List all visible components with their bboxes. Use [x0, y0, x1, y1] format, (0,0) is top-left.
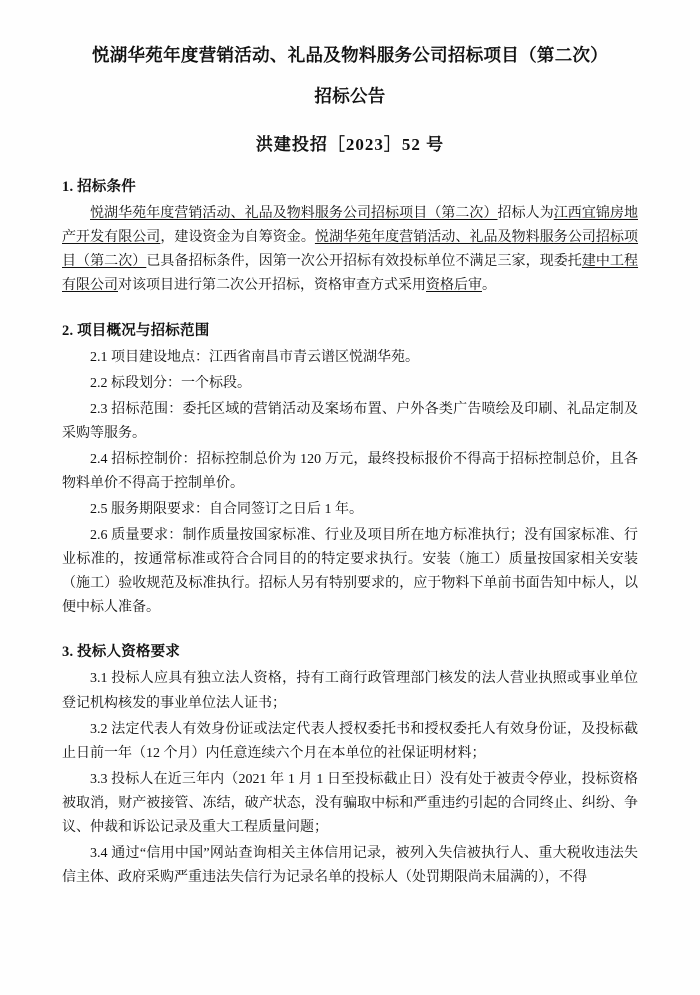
paragraph-run: 已具备招标条件，因第一次公开招标有效投标单位不满足三家，现委托	[146, 254, 582, 270]
paragraph-run: 招标人为	[497, 206, 554, 222]
paragraph-run: 悦湖华苑年度营销活动、礼品及物料服务公司招标项目（第二次）	[62, 230, 639, 270]
page-subtitle: 招标公告	[314, 86, 386, 107]
paragraph-run: 。	[482, 278, 496, 294]
paragraph-1-1	[62, 202, 638, 298]
section-heading-3: 3. 投标人资格要求	[62, 644, 180, 661]
section-heading-2: 2. 项目概况与招标范围	[62, 322, 210, 339]
paragraph-run: 建中工程有限公司	[62, 254, 639, 294]
paragraph-2-5: 2.5 服务期限要求：自合同签订之日后 1 年。	[90, 502, 363, 518]
paragraph-2-1: 2.1 项目建设地点：江西省南昌市青云谱区悦湖华苑。	[90, 349, 419, 365]
paragraph-2-4: 2.4 招标控制价：招标控制总价为 120 万元，最终投标报价不得高于招标控制总价，且各物料单价不得高于控制单价。	[62, 451, 638, 491]
paragraph-2-3: 2.3 招标范围：委托区域的营销活动及案场布置、户外各类广告喷绘及印刷、礼品定制及采购等服务。	[62, 401, 638, 441]
section-heading-1: 1. 招标条件	[62, 179, 136, 196]
paragraph-run: ，建设资金为自筹资金。	[160, 230, 315, 246]
paragraph-3-1: 3.1 投标人应具有独立法人资格，持有工商行政管理部门核发的法人营业执照或事业单位登记机构核发的事业单位法人证书；	[62, 671, 638, 711]
paragraph-3-3: 3.3 投标人在近三年内（2021 年 1 月 1 日至投标截止日）没有处于被责令停业，投标资格被取消，财产被接管、冻结，破产状态，没有骗取中标和严重违约引起的合同终止、纠纷、争议、仲裁和诉讼记录及重大工程质量问题；	[62, 771, 638, 835]
paragraph-3-2: 3.2 法定代表人有效身份证或法定代表人授权委托书和授权委托人有效身份证，及投标截止日前一年（12 个月）内任意连续六个月在本单位的社保证明材料；	[62, 721, 638, 761]
paragraph-run: 江西宜锦房地产开发有限公司	[62, 206, 639, 246]
paragraph-2-6: 2.6 质量要求：制作质量按国家标准、行业及项目所在地方标准执行；没有国家标准、行业标准的，按通常标准或符合合同目的的特定要求执行。安装（施工）质量按国家相关安装（施工）验收规范及标准执行。招标人另有特别要求的，应于物料下单前书面告知中标人，以便中标人准备。	[62, 528, 638, 616]
paragraph-3-4: 3.4 通过“信用中国”网站查询相关主体信用记录，被列入失信被执行人、重大税收违法失信主体、政府采购严重违法失信行为记录名单的投标人（处罚期限尚未届满的），不得	[62, 845, 638, 886]
paragraph-run: 悦湖华苑年度营销活动、礼品及物料服务公司招标项目（第二次）	[90, 206, 498, 222]
paragraph-2-2: 2.2 标段划分：一个标段。	[90, 375, 251, 391]
paragraph-run: 资格后审	[426, 278, 482, 294]
document-number: 洪建投招［2023］52 号	[255, 135, 445, 155]
paragraph-run: 对该项目进行第二次公开招标，资格审查方式采用	[118, 278, 426, 294]
page-title: 悦湖华苑年度营销活动、礼品及物料服务公司招标项目（第二次）	[91, 45, 609, 65]
